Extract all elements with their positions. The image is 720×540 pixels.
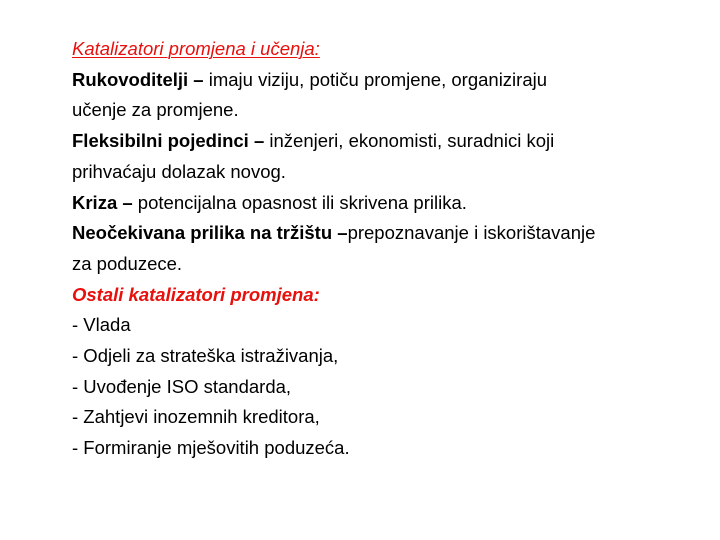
list-item: - Zahtjevi inozemnih kreditora, [72, 406, 320, 428]
list-item: - Formiranje mješovitih poduzeća. [72, 437, 350, 459]
slide-content [72, 34, 692, 464]
item-term: Kriza – [72, 191, 133, 213]
item-text: prepoznavanje i iskorištavanje [347, 222, 596, 244]
list-item: - Uvođenje ISO standarda, [72, 375, 292, 397]
item-market-opportunity [72, 218, 692, 279]
item-continuation: za poduzece. [72, 252, 183, 274]
item-text: imaju viziju, potiču promjene, organiziraju [203, 68, 548, 90]
heading-other-catalysts: Ostali katalizatori promjena: [72, 283, 320, 305]
item-term: Fleksibilni pojedinci – [72, 130, 265, 152]
item-managers [72, 65, 692, 126]
heading-catalysts: Katalizatori promjena i učenja: [72, 38, 320, 59]
item-text: inženjeri, ekonomisti, suradnici koji [264, 130, 555, 152]
item-flexible-individuals [72, 126, 692, 187]
list-item: - Odjeli za strateška istraživanja, [72, 345, 339, 367]
item-term: Rukovoditelji – [72, 68, 204, 90]
item-crisis [72, 188, 692, 219]
item-term: Neočekivana prilika na tržištu – [72, 222, 348, 244]
list-item: - Vlada [72, 314, 131, 336]
item-continuation: prihvaćaju dolazak novog. [72, 160, 286, 182]
item-continuation: učenje za promjene. [72, 99, 239, 121]
item-text: potencijalna opasnost ili skrivena prilika. [132, 191, 467, 213]
